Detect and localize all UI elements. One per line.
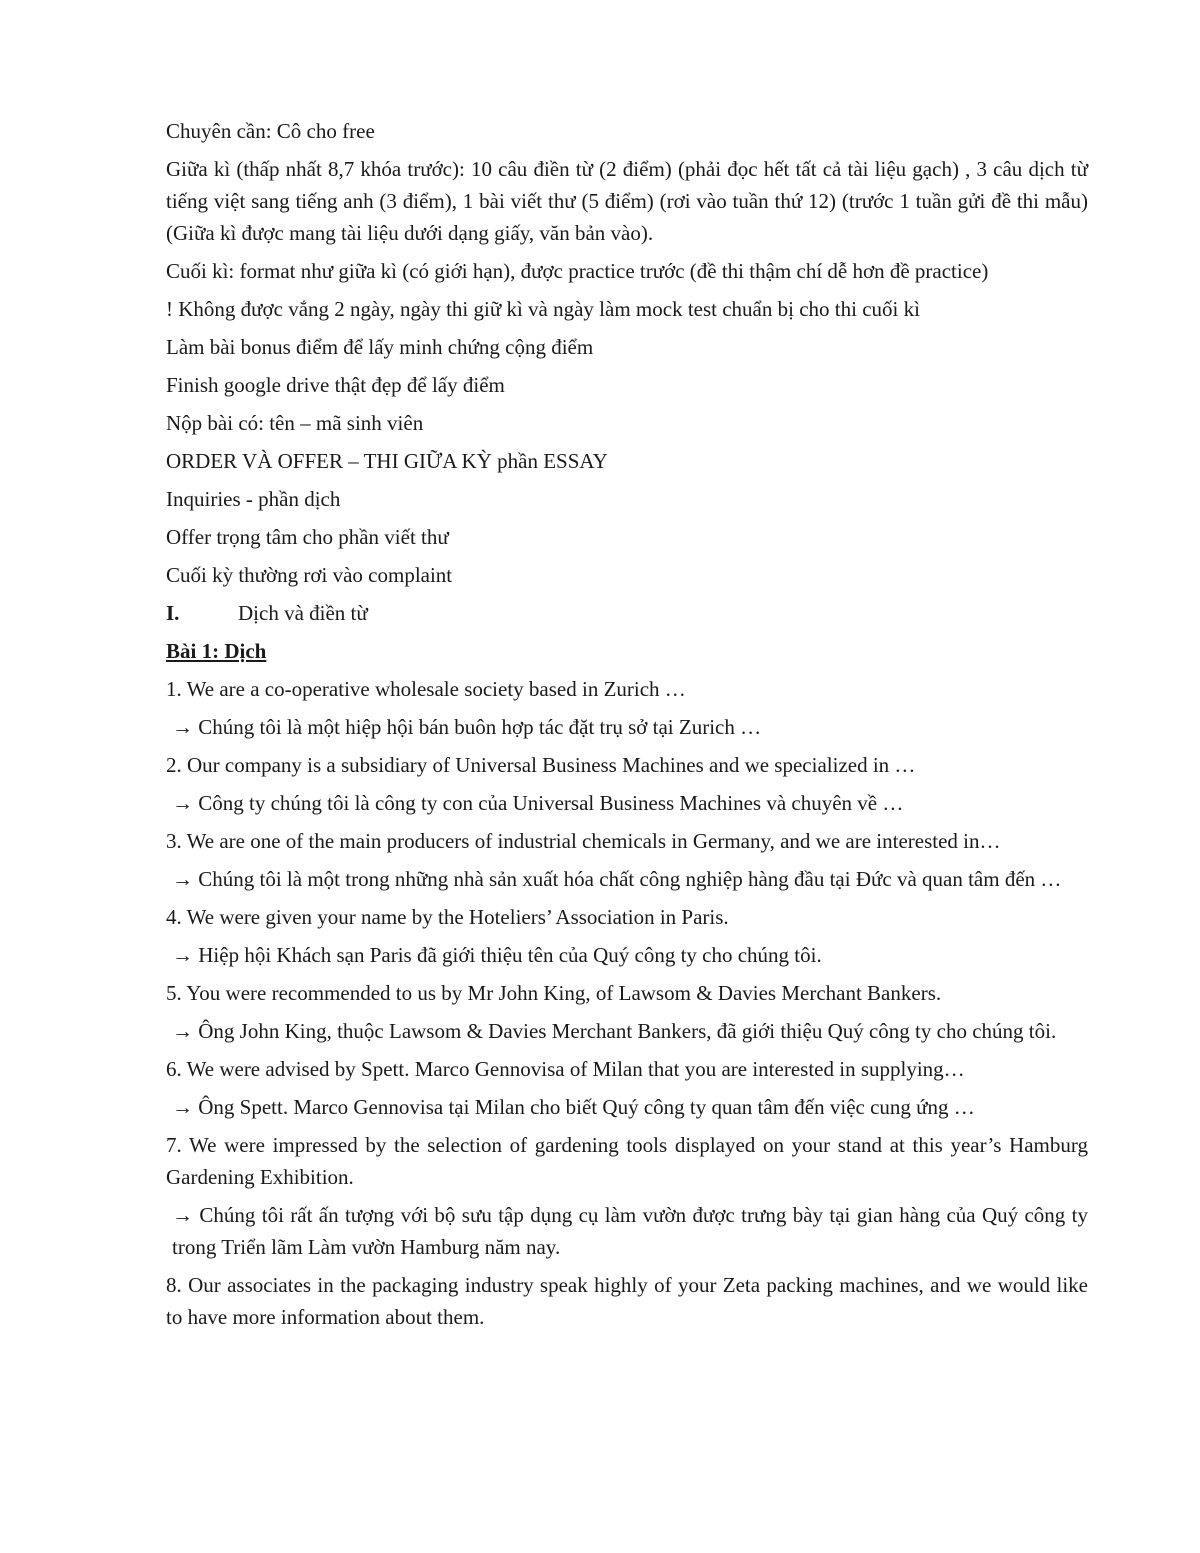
item-vietnamese: → Chúng tôi là một hiệp hội bán buôn hợp tác đặt trụ sở tại Zurich … <box>172 715 762 739</box>
section-title: Dịch và điền từ <box>238 601 368 625</box>
note-final-complaint: Cuối kỳ thường rơi vào complaint <box>166 563 453 587</box>
item-english: 2. Our company is a subsidiary of Universal Business Machines and we specialized in … <box>166 753 916 777</box>
item-english: 5. You were recommended to us by Mr John King, of Lawsom & Davies Merchant Bankers. <box>166 981 942 1005</box>
section-number: I. <box>166 601 180 625</box>
note-offer-focus: Offer trọng tâm cho phần viết thư <box>166 525 449 549</box>
note-final: Cuối kì: format như giữa kì (có giới hạn), được practice trước (đề thi thậm chí dễ hơn đề practice) <box>166 259 989 283</box>
item-english: 7. We were impressed by the selection of gardening tools displayed on your stand at this year’s Hamburg Gardening Exhibition. <box>166 1133 1088 1189</box>
item-english: 8. Our associates in the packaging industry speak highly of your Zeta packing machines, and we would like to have more information about them. <box>166 1273 1088 1329</box>
item-english: 4. We were given your name by the Hoteliers’ Association in Paris. <box>166 905 729 929</box>
note-inquiries: Inquiries - phần dịch <box>166 487 341 511</box>
item-english: 3. We are one of the main producers of industrial chemicals in Germany, and we are interested in… <box>166 829 1001 853</box>
section-heading <box>166 597 1088 629</box>
note-bonus: Làm bài bonus điểm để lấy minh chứng cộng điểm <box>166 335 594 359</box>
note-submission: Nộp bài có: tên – mã sinh viên <box>166 411 424 435</box>
item-vietnamese: → Chúng tôi là một trong những nhà sản xuất hóa chất công nghiệp hàng đầu tại Đức và quan tâm đến … <box>172 867 1062 891</box>
document-content <box>166 115 1088 1339</box>
item-english: 6. We were advised by Spett. Marco Gennovisa of Milan that you are interested in supplying… <box>166 1057 965 1081</box>
note-attendance: Chuyên cần: Cô cho free <box>166 119 375 143</box>
item-english: 1. We are a co-operative wholesale society based in Zurich … <box>166 677 686 701</box>
item-vietnamese: → Ông Spett. Marco Gennovisa tại Milan cho biết Quý công ty quan tâm đến việc cung ứng … <box>172 1095 975 1119</box>
item-vietnamese: → Hiệp hội Khách sạn Paris đã giới thiệu tên của Quý công ty cho chúng tôi. <box>172 943 822 967</box>
item-vietnamese: → Chúng tôi rất ấn tượng với bộ sưu tập dụng cụ làm vườn được trưng bày tại gian hàng của Quý công ty trong Triển lãm Làm vườn Hamburg năm nay. <box>172 1203 1088 1259</box>
note-midterm: Giữa kì (thấp nhất 8,7 khóa trước): 10 câu điền từ (2 điểm) (phải đọc hết tất cả tài liệu gạch) , 3 câu dịch từ tiếng việt sang tiếng anh (3 điểm), 1 bài viết thư (5 điểm) (rơi vào tuần thứ 12) (trước 1 tuần gửi đề thi mẫu) (Giữa kì được mang tài liệu dưới dạng giấy, văn bản vào). <box>166 157 1088 245</box>
item-vietnamese: → Ông John King, thuộc Lawsom & Davies Merchant Bankers, đã giới thiệu Quý công ty cho chúng tôi. <box>172 1019 1057 1043</box>
exercise-title: Bài 1: Dịch <box>166 639 267 663</box>
note-order-offer: ORDER VÀ OFFER – THI GIỮA KỲ phần ESSAY <box>166 449 608 473</box>
item-vietnamese: → Công ty chúng tôi là công ty con của Universal Business Machines và chuyên về … <box>172 791 904 815</box>
note-absence-warning: ! Không được vắng 2 ngày, ngày thi giữ kì và ngày làm mock test chuẩn bị cho thi cuối kì <box>166 297 920 321</box>
note-google-drive: Finish google drive thật đẹp để lấy điểm <box>166 373 505 397</box>
